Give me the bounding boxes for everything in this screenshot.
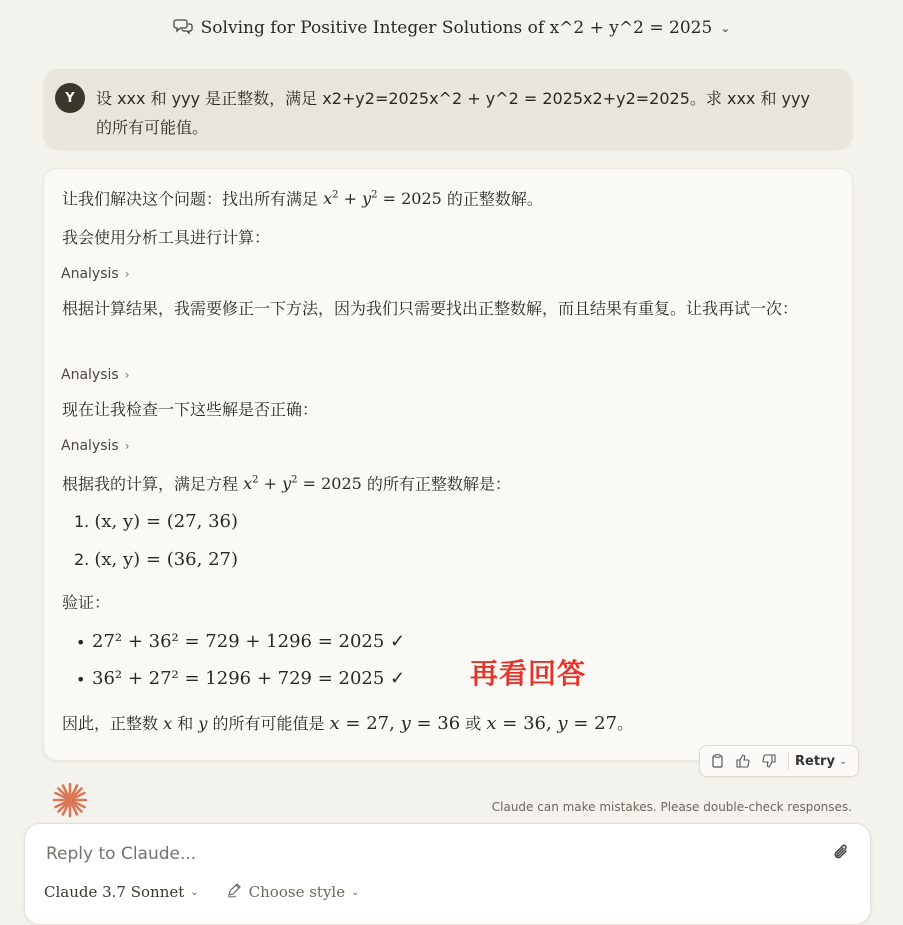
analysis-toggle[interactable] <box>61 266 130 282</box>
divider <box>788 752 789 770</box>
intro-suffix: 的正整数解。 <box>441 189 543 209</box>
model-selector[interactable] <box>44 883 199 901</box>
chevron-down-icon: ⌄ <box>838 755 848 767</box>
retry-label: Retry <box>795 753 835 769</box>
conversation-title: Solving for Positive Integer Solutions of x^2 + y^2 = 2025 <box>200 18 713 38</box>
reply-input[interactable] <box>44 840 808 868</box>
style-label: Choose style <box>248 883 346 901</box>
result-suffix: 的所有正整数解是： <box>361 474 511 494</box>
chevron-down-icon: ⌄ <box>720 21 731 35</box>
conclusion-text: 或 <box>460 714 487 733</box>
list-item: 1. (x, y) = (27, 36) <box>74 511 238 532</box>
check-equation: 27² + 36² = 729 + 1296 = 2025 ✓ <box>92 631 406 652</box>
analysis-toggle[interactable] <box>61 367 130 383</box>
conclusion-text: 和 <box>172 714 199 733</box>
style-pen-icon <box>227 882 243 902</box>
result-line <box>62 467 511 498</box>
assistant-message <box>43 168 853 761</box>
conversation-title-button[interactable] <box>173 17 731 40</box>
check-equation: 36² + 27² = 1296 + 729 = 2025 ✓ <box>92 668 406 689</box>
reply-composer <box>24 823 871 925</box>
copy-icon[interactable] <box>704 746 730 776</box>
answer-intro <box>62 182 543 213</box>
chevron-right-icon: › <box>124 368 130 382</box>
conclusion-text: 。 <box>617 714 634 733</box>
intro-text: 让我们解决这个问题：找出所有满足 <box>62 189 324 209</box>
thumbs-down-icon[interactable] <box>756 746 782 776</box>
chevron-down-icon: ⌄ <box>190 886 199 898</box>
equation: $x^2 + y^2 = 2025$ <box>243 474 362 494</box>
conversation-header <box>0 0 903 56</box>
message-actions <box>699 745 859 777</box>
avatar: Y <box>55 83 85 113</box>
result-prefix: 根据我的计算，满足方程 <box>62 474 244 494</box>
analysis-label: Analysis <box>61 266 119 282</box>
conclusion: 因此，正整数 x 和 y 的所有可能值是 x = 27, y = 36 或 x = 36, y = 27。 <box>62 713 634 734</box>
equation: $x^2 + y^2 = 2025$ <box>323 189 442 209</box>
style-selector[interactable] <box>227 882 360 902</box>
analysis-label: Analysis <box>61 438 119 454</box>
retry-button[interactable] <box>795 754 847 769</box>
paperclip-icon[interactable] <box>832 842 850 867</box>
user-message-text: 设 xxx 和 yyy 是正整数，满足 x2+y2=2025x^2 + y^2 = 2025x2+y2=2025。求 xxx 和 yyy 的所有可能值。 <box>96 89 810 137</box>
check-line: 现在让我检查一下这些解是否正确： <box>62 400 319 419</box>
thumbs-up-icon[interactable] <box>730 746 756 776</box>
overlay-annotation: 再看回答 <box>470 657 587 690</box>
list-item: 2. (x, y) = (36, 27) <box>74 549 238 570</box>
verify-label: 验证： <box>62 593 111 612</box>
tool-line: 我会使用分析工具进行计算： <box>62 228 271 247</box>
user-message <box>44 69 852 149</box>
model-label: Claude 3.7 Sonnet <box>44 883 185 901</box>
chevron-down-icon: ⌄ <box>351 886 360 898</box>
conclusion-text: 的所有可能值是 <box>207 714 330 733</box>
fix-line: 根据计算结果，我需要修正一下方法，因为我们只需要找出正整数解，而且结果有重复。让我再试一次： <box>62 299 799 318</box>
analysis-label: Analysis <box>61 367 119 383</box>
chevron-right-icon: › <box>124 267 130 281</box>
composer-toolbar <box>44 882 359 902</box>
disclaimer: Claude can make mistakes. Please double-check responses. <box>491 800 852 814</box>
list-item: • 36² + 27² = 1296 + 729 = 2025 ✓ <box>76 668 406 689</box>
list-item: • 27² + 36² = 729 + 1296 = 2025 ✓ <box>76 631 406 652</box>
conclusion-text: 因此，正整数 <box>62 714 164 733</box>
claude-logo-icon <box>50 780 90 820</box>
analysis-toggle[interactable] <box>61 438 130 454</box>
solution: (x, y) = (27, 36) <box>94 511 238 532</box>
solution: (x, y) = (36, 27) <box>94 549 238 570</box>
chevron-right-icon: › <box>124 439 130 453</box>
chat-bubbles-icon <box>173 17 193 40</box>
